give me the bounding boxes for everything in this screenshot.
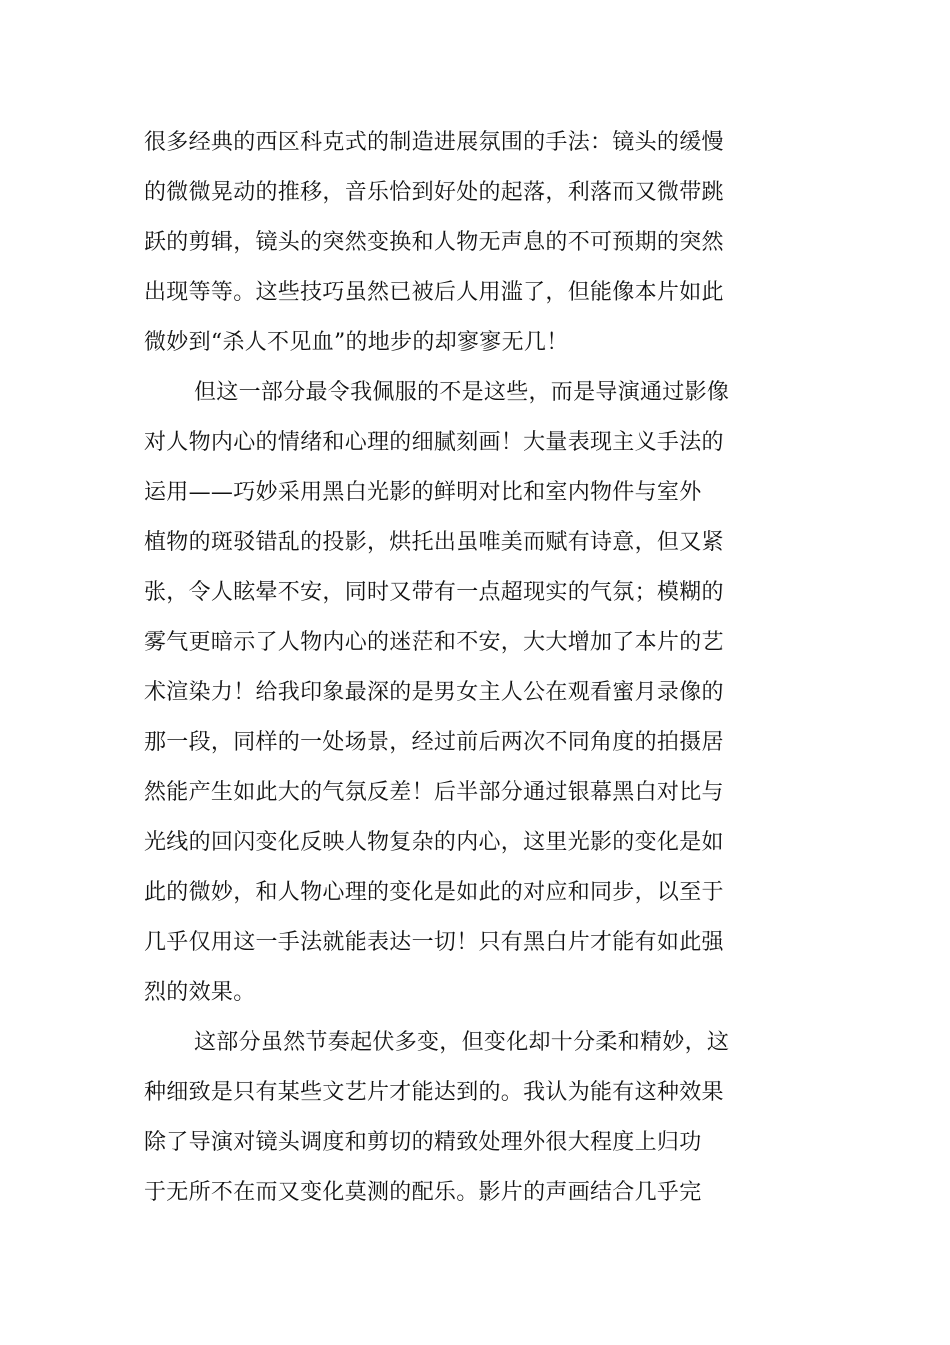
text-line: 的微微晃动的推移，音乐恰到好处的起落，利落而又微带跳 bbox=[144, 180, 724, 205]
text-line: 雾气更暗示了人物内心的迷茫和不安，大大增加了本片的艺 bbox=[144, 630, 724, 655]
text-line: 跃的剪辑，镜头的突然变换和人物无声息的不可预期的突然 bbox=[144, 230, 724, 255]
text-line: 那一段，同样的一处场景，经过前后两次不同角度的拍摄居 bbox=[144, 730, 724, 755]
text-line: 然能产生如此大的气氛反差！后半部分通过银幕黑白对比与 bbox=[144, 780, 724, 805]
text-line: 对人物内心的情绪和心理的细腻刻画！大量表现主义手法的 bbox=[144, 430, 724, 455]
text-line: 于无所不在而又变化莫测的配乐。影片的声画结合几乎完 bbox=[144, 1180, 702, 1205]
paragraph-start-line: 但这一部分最令我佩服的不是这些，而是导演通过影像 bbox=[194, 380, 730, 405]
text-line: 出现等等。这些技巧虽然已被后人用滥了，但能像本片如此 bbox=[144, 280, 724, 305]
text-line: 几乎仅用这一手法就能表达一切！只有黑白片才能有如此强 bbox=[144, 930, 724, 955]
paragraph-start-line: 这部分虽然节奏起伏多变，但变化却十分柔和精妙，这 bbox=[194, 1030, 730, 1055]
text-line: 除了导演对镜头调度和剪切的精致处理外很大程度上归功 bbox=[144, 1130, 702, 1155]
body-text bbox=[144, 118, 764, 1218]
text-line: 种细致是只有某些文艺片才能达到的。我认为能有这种效果 bbox=[144, 1080, 724, 1105]
text-line: 术渲染力！给我印象最深的是男女主人公在观看蜜月录像的 bbox=[144, 680, 724, 705]
text-line: 微妙到“杀人不见血”的地步的却寥寥无几！ bbox=[144, 330, 569, 355]
text-line: 很多经典的西区科克式的制造进展氛围的手法：镜头的缓慢 bbox=[144, 130, 724, 155]
text-line: 光线的回闪变化反映人物复杂的内心，这里光影的变化是如 bbox=[144, 830, 724, 855]
text-line: 植物的斑驳错乱的投影，烘托出虽唯美而赋有诗意，但又紧 bbox=[144, 530, 724, 555]
text-line: 烈的效果。 bbox=[144, 980, 256, 1005]
text-line: 运用——巧妙采用黑白光影的鲜明对比和室内物件与室外 bbox=[144, 480, 702, 505]
text-line: 此的微妙，和人物心理的变化是如此的对应和同步，以至于 bbox=[144, 880, 724, 905]
text-line: 张，令人眩晕不安，同时又带有一点超现实的气氛；模糊的 bbox=[144, 580, 724, 605]
